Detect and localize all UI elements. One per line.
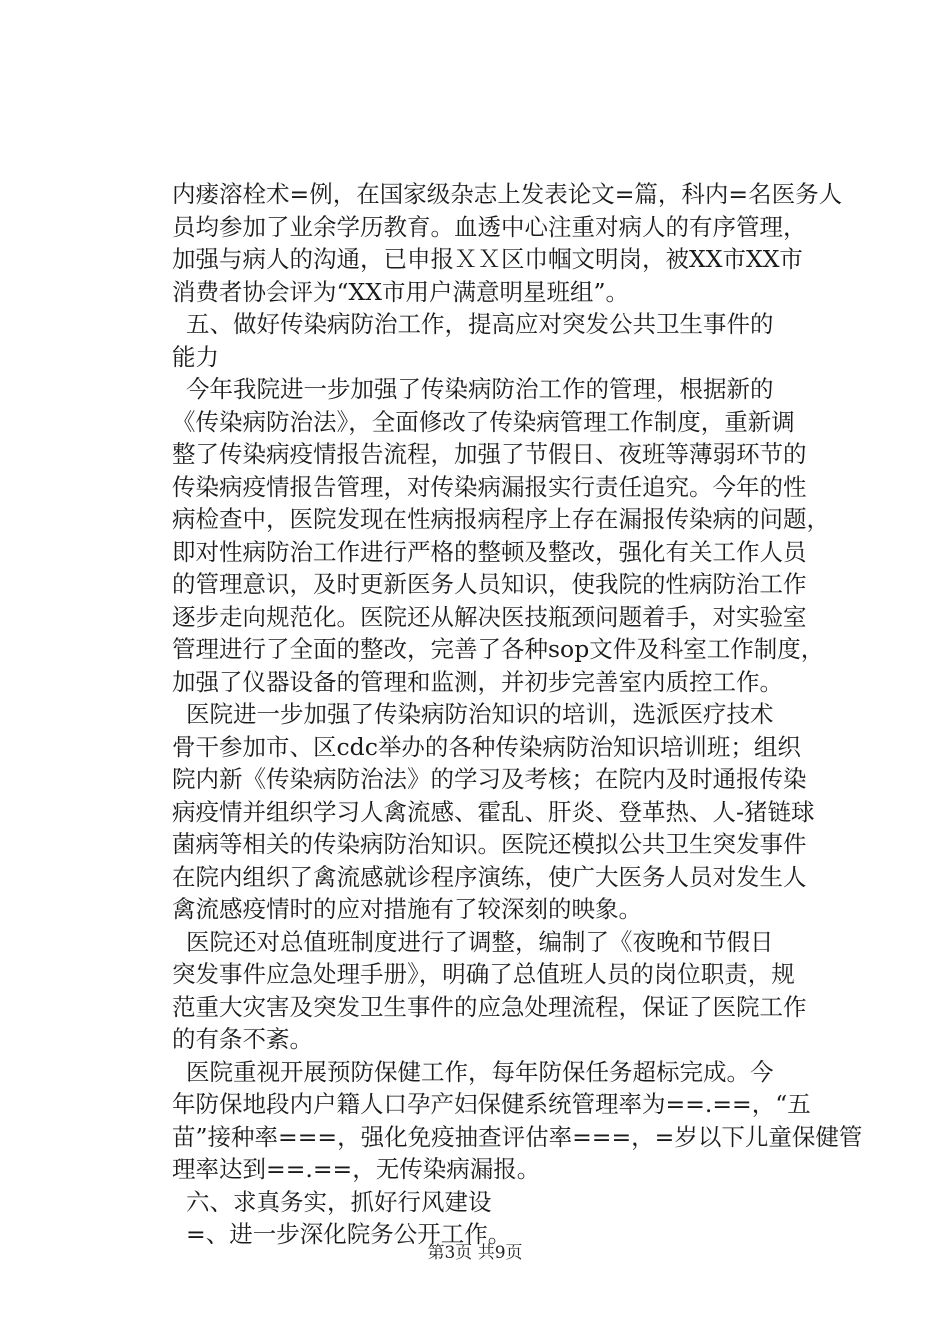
subsection-heading: =、进一步深化院务公开工作。 [186,1220,512,1248]
section-heading: 六、求真务实，抓好行风建设 [186,1187,492,1216]
text-line: 整了传染病疫情报告流程，加强了节假日、夜班等薄弱环节的 [172,440,807,468]
text-line: 消费者协会评为“XX市用户满意明星班组”。 [172,277,629,306]
text-line: 在院内组织了禽流感就诊程序演练，使广大医务人员对发生人 [172,862,807,891]
page-number-footer: 第3页 共9页 [427,1243,523,1263]
section-heading-continued: 能力 [172,342,219,371]
text-line: 理率达到==.==，无传染病漏报。 [172,1155,541,1183]
text-line: 医院进一步加强了传染病防治知识的培训，选派医疗技术 [186,700,774,728]
text-line: 今年我院进一步加强了传染病防治工作的管理，根据新的 [186,375,774,403]
text-line: 逐步走向规范化。医院还从解决医技瓶颈问题着手，对实验室 [172,602,807,631]
text-line: 病检查中，医院发现在性病报病程序上存在漏报传染病的问题， [172,505,830,533]
text-line: 内瘘溶栓术=例，在国家级杂志上发表论文=篇，科内=名医务人 [172,180,843,208]
text-line: 突发事件应急处理手册》，明确了总值班人员的岗位职责，规 [172,960,795,988]
text-line: 管理进行了全面的整改，完善了各种sop文件及科室工作制度， [172,635,825,663]
text-line: 员均参加了业余学历教育。血透中心注重对病人的有序管理， [172,212,807,241]
text-line: 医院还对总值班制度进行了调整，编制了《夜晚和节假日 [186,927,774,956]
text-line: 的有条不紊。 [172,1025,313,1053]
text-line: 年防保地段内户籍人口孕产妇保健系统管理率为==.==，“五 [172,1090,811,1118]
text-line: 《传染病防治法》，全面修改了传染病管理工作制度，重新调 [172,407,795,436]
text-line: 禽流感疫情时的应对措施有了较深刻的映象。 [172,895,642,923]
text-line: 院内新《传染病防治法》的学习及考核；在院内及时通报传染 [172,765,807,793]
text-line: 范重大灾害及突发卫生事件的应急处理流程，保证了医院工作 [172,992,807,1021]
text-line: 苗”接种率===，强化免疫抽查评估率===，=岁以下儿童保健管 [172,1122,863,1151]
document-body [172,178,863,1251]
text-line: 即对性病防治工作进行严格的整顿及整改，强化有关工作人员 [172,537,807,566]
text-line: 病疫情并组织学习人禽流感、霍乱、肝炎、登革热、人-猪链球 [172,797,815,826]
text-line: 加强与病人的沟通，已申报ＸＸ区巾帼文明岗，被XX市XX市 [172,245,803,273]
text-line: 骨干参加市、区cdc举办的各种传染病防治知识培训班；组织 [172,732,801,761]
text-line: 的管理意识，及时更新医务人员知识，使我院的性病防治工作 [172,570,807,598]
text-line: 传染病疫情报告管理，对传染病漏报实行责任追究。今年的性 [172,472,807,501]
text-line: 加强了仪器设备的管理和监测，并初步完善室内质控工作。 [172,667,783,696]
text-line: 菌病等相关的传染病防治知识。医院还模拟公共卫生突发事件 [172,830,807,858]
text-line: 医院重视开展预防保健工作，每年防保任务超标完成。今 [186,1057,774,1086]
section-heading: 五、做好传染病防治工作，提高应对突发公共卫生事件的 [186,310,774,338]
